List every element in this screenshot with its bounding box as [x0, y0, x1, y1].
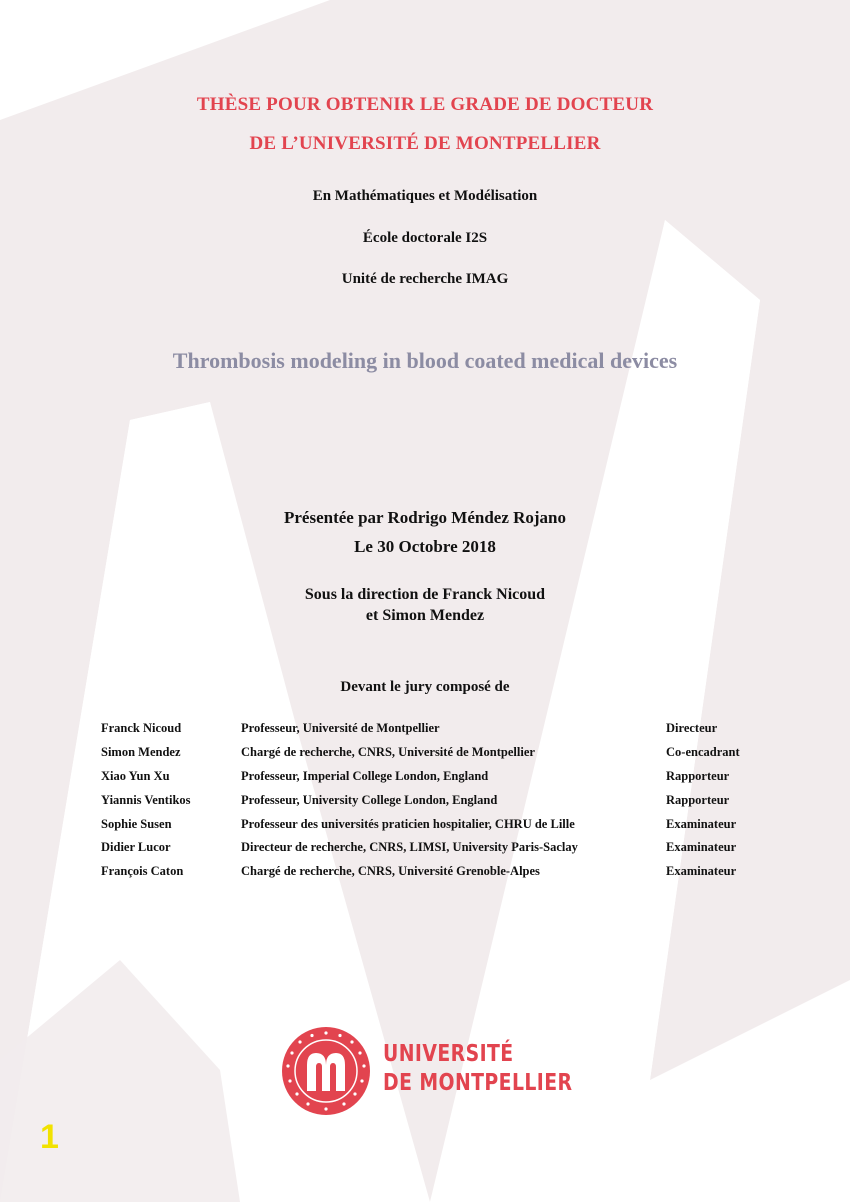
- jury-member-role: Directeur: [666, 721, 718, 736]
- jury-row: [101, 836, 766, 860]
- jury-row: [101, 765, 766, 789]
- jury-member-role: Examinateur: [666, 816, 737, 831]
- thesis-title: Thrombosis modeling in blood coated medical devices: [172, 348, 678, 373]
- jury-table-body: [101, 717, 766, 884]
- research-unit: Unité de recherche IMAG: [341, 271, 509, 287]
- jury-member-name: François Caton: [101, 864, 184, 879]
- jury-member-title: Professeur, Université de Montpellier: [241, 721, 440, 736]
- jury-member-name: Sophie Susen: [101, 816, 172, 831]
- jury-row: [101, 717, 766, 741]
- jury-member-name: Simon Mendez: [101, 745, 181, 760]
- doctoral-school: École doctorale I2S: [362, 230, 488, 246]
- jury-member-title: Chargé de recherche, CNRS, Université Grenoble-Alpes: [241, 864, 540, 879]
- jury-row: [101, 788, 766, 812]
- jury-member-role: Rapporteur: [666, 768, 730, 783]
- jury-member-name: Didier Lucor: [101, 840, 171, 855]
- jury-member-title: Professeur des universités praticien hospitalier, CHRU de Lille: [241, 816, 575, 831]
- jury-member-name: Xiao Yun Xu: [101, 768, 170, 783]
- page-number: 1: [40, 1118, 59, 1156]
- jury-member-title: Professeur, University College London, England: [241, 792, 498, 807]
- university-seal-icon: [280, 1025, 372, 1117]
- header-line-1: THÈSE POUR OBTENIR LE GRADE DE DOCTEUR: [196, 94, 654, 115]
- jury-member-role: Co-encadrant: [666, 745, 740, 760]
- supervision-line-2: et Simon Mendez: [365, 607, 485, 624]
- presented-by: Présentée par Rodrigo Méndez Rojano: [283, 508, 567, 527]
- jury-member-role: Examinateur: [666, 864, 737, 879]
- jury-member-title: Chargé de recherche, CNRS, Université de Montpellier: [241, 745, 535, 760]
- jury-member-title: Directeur de recherche, CNRS, LIMSI, University Paris-Saclay: [241, 840, 578, 855]
- jury-row: [101, 812, 766, 836]
- jury-member-role: Examinateur: [666, 840, 737, 855]
- jury-table: [101, 717, 766, 884]
- jury-member-name: Franck Nicoud: [101, 721, 182, 736]
- jury-member-title: Professeur, Imperial College London, England: [241, 768, 489, 783]
- jury-member-role: Rapporteur: [666, 792, 730, 807]
- logo-line-2: DE MONTPELLIER: [383, 1070, 573, 1096]
- jury-row: [101, 860, 766, 884]
- discipline: En Mathématiques et Modélisation: [312, 188, 538, 204]
- header-line-2: DE L’UNIVERSITÉ DE MONTPELLIER: [249, 133, 601, 154]
- defense-date: Le 30 Octobre 2018: [354, 537, 496, 556]
- logo-line-1: UNIVERSITÉ: [383, 1041, 514, 1067]
- jury-heading: Devant le jury composé de: [340, 679, 510, 695]
- jury-member-name: Yiannis Ventikos: [101, 792, 191, 807]
- supervision-line-1: Sous la direction de Franck Nicoud: [304, 586, 546, 603]
- jury-row: [101, 741, 766, 765]
